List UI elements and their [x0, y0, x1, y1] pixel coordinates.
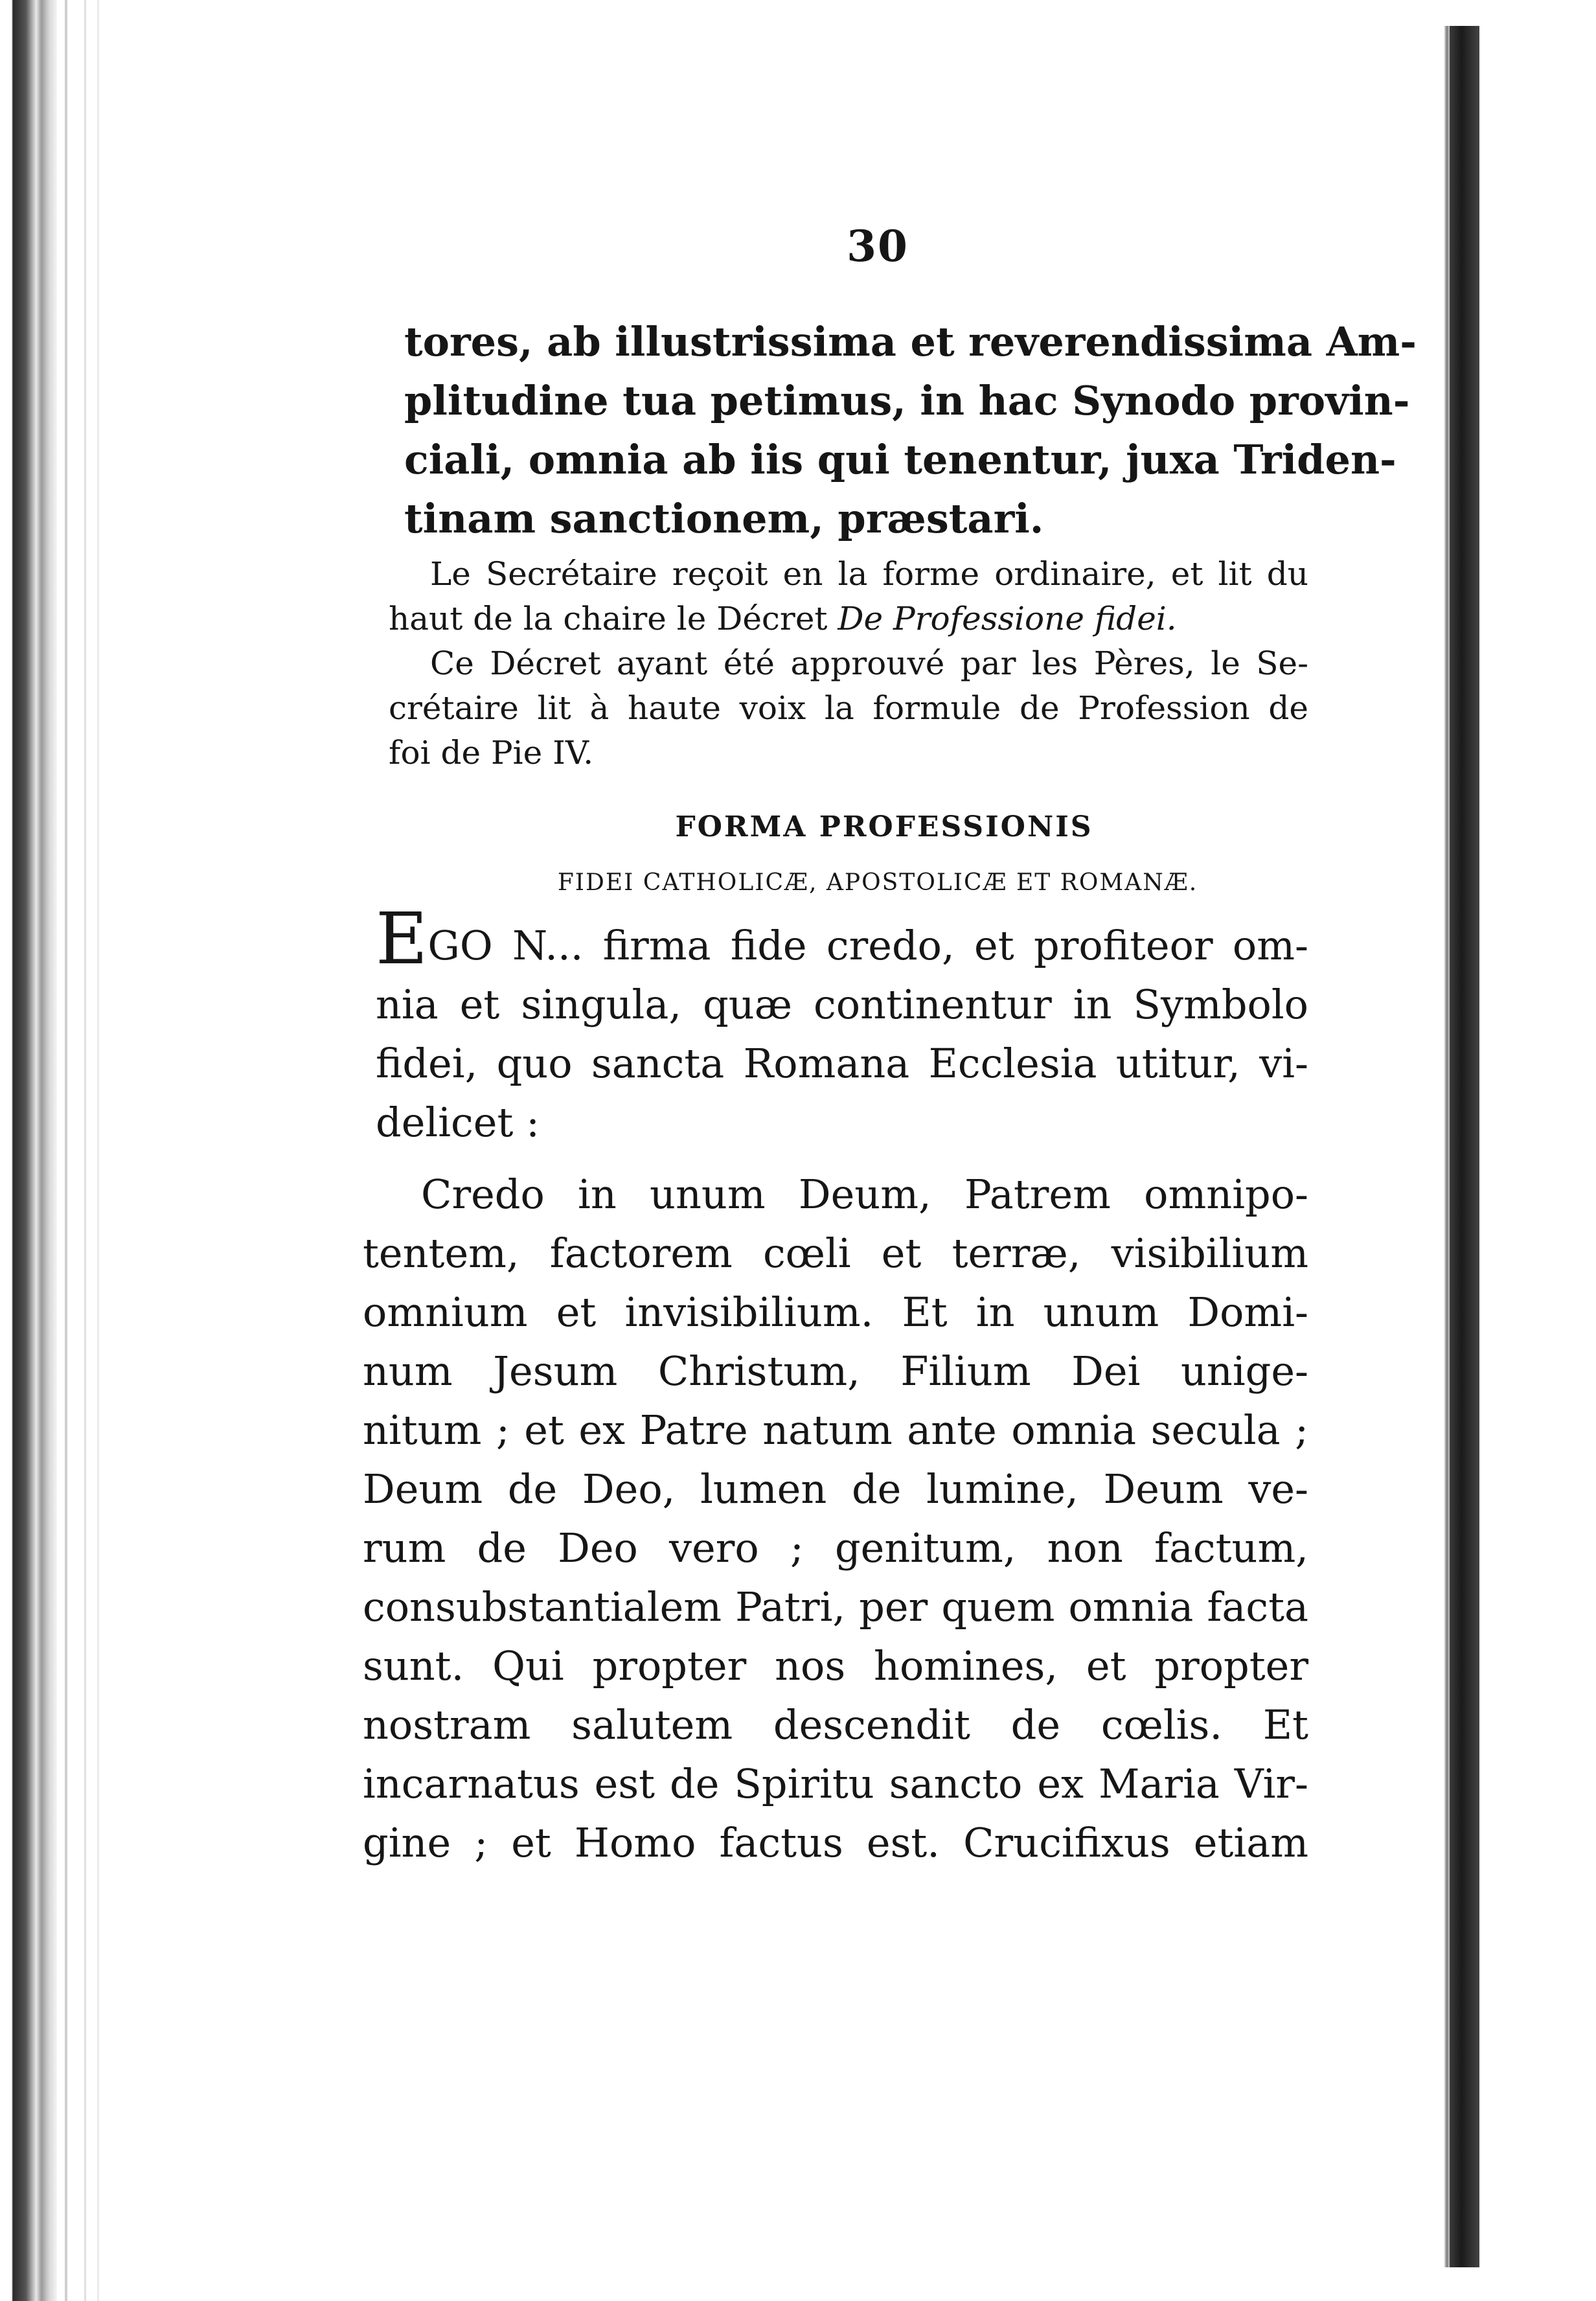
- page-number: 30: [847, 221, 909, 271]
- text-line: Credo in unum Deum, Patrem omnipo-: [421, 1171, 1308, 1218]
- text-line: nostram salutem descendit de cœlis. Et: [363, 1701, 1308, 1748]
- drop-cap: E: [376, 897, 428, 980]
- text-line: delicet :: [376, 1099, 540, 1146]
- rubric-paragraph-1: [389, 552, 1308, 641]
- text-line: gine ; et Homo factus est. Crucifixus etiam: [363, 1819, 1308, 1866]
- text-line: foi de Pie IV.: [389, 734, 594, 772]
- text-line: Ce Décret ayant été approuvé par les Pères, le Se-: [430, 645, 1308, 682]
- gutter-line: [84, 0, 86, 2301]
- text-line: crétaire lit à haute voix la formule de Profession de: [389, 689, 1308, 727]
- section-heading: FORMA PROFESSIONIS: [675, 810, 1093, 843]
- text-line: rum de Deo vero ; genitum, non factum,: [363, 1524, 1308, 1572]
- scan-gutter-left: [0, 0, 57, 2301]
- text-line: tinam sanctionem, præstari.: [404, 495, 1044, 542]
- gutter-line: [65, 0, 67, 2301]
- text-line: [376, 897, 1308, 980]
- page-edge: [1444, 26, 1450, 2267]
- credo-paragraph: [363, 1165, 1308, 1872]
- text-line: Le Secrétaire reçoit en la forme ordinaire, et lit du: [430, 555, 1308, 593]
- small-caps-word: GO: [428, 922, 493, 969]
- text-line: nia et singula, quæ continentur in Symbolo: [376, 981, 1308, 1028]
- section-subheading: FIDEI CATHOLICÆ, APOSTOLICÆ ET ROMANÆ.: [557, 869, 1198, 896]
- text-line: tores, ab illustrissima et reverendissima Am-: [404, 318, 1417, 365]
- text-line: sunt. Qui propter nos homines, et propter: [363, 1642, 1308, 1689]
- text-line: fidei, quo sancta Romana Ecclesia utitur, vi-: [376, 1040, 1308, 1087]
- text-span: haut de la chaire le Décret: [389, 600, 838, 637]
- page-edge-shadow: [1450, 26, 1479, 2267]
- text-line: Deum de Deo, lumen de lumine, Deum ve-: [363, 1465, 1308, 1513]
- text-line: num Jesum Christum, Filium Dei unige-: [363, 1347, 1308, 1395]
- rubric-paragraph-2: [389, 641, 1308, 775]
- text-line: incarnatus est de Spiritu sancto ex Maria Vir-: [363, 1760, 1308, 1807]
- text-line: plitudine tua petimus, in hac Synodo provin-: [404, 377, 1410, 424]
- intro-paragraph: [404, 312, 1417, 548]
- decree-title: De Professione fidei.: [838, 600, 1177, 637]
- profession-paragraph: [376, 897, 1308, 1152]
- text-line: consubstantialem Patri, per quem omnia facta: [363, 1583, 1308, 1631]
- text-span: N... firma fide credo, et profiteor om-: [492, 922, 1308, 969]
- gutter-line: [97, 0, 99, 2301]
- text-line: nitum ; et ex Patre natum ante omnia secula ;: [363, 1406, 1308, 1454]
- book-page: [363, 220, 1417, 1872]
- text-line: [389, 597, 1308, 641]
- text-line: tentem, factorem cœli et terræ, visibilium: [363, 1230, 1308, 1277]
- text-line: ciali, omnia ab iis qui tenentur, juxa Triden-: [404, 436, 1396, 483]
- text-line: omnium et invisibilium. Et in unum Domi-: [363, 1288, 1308, 1336]
